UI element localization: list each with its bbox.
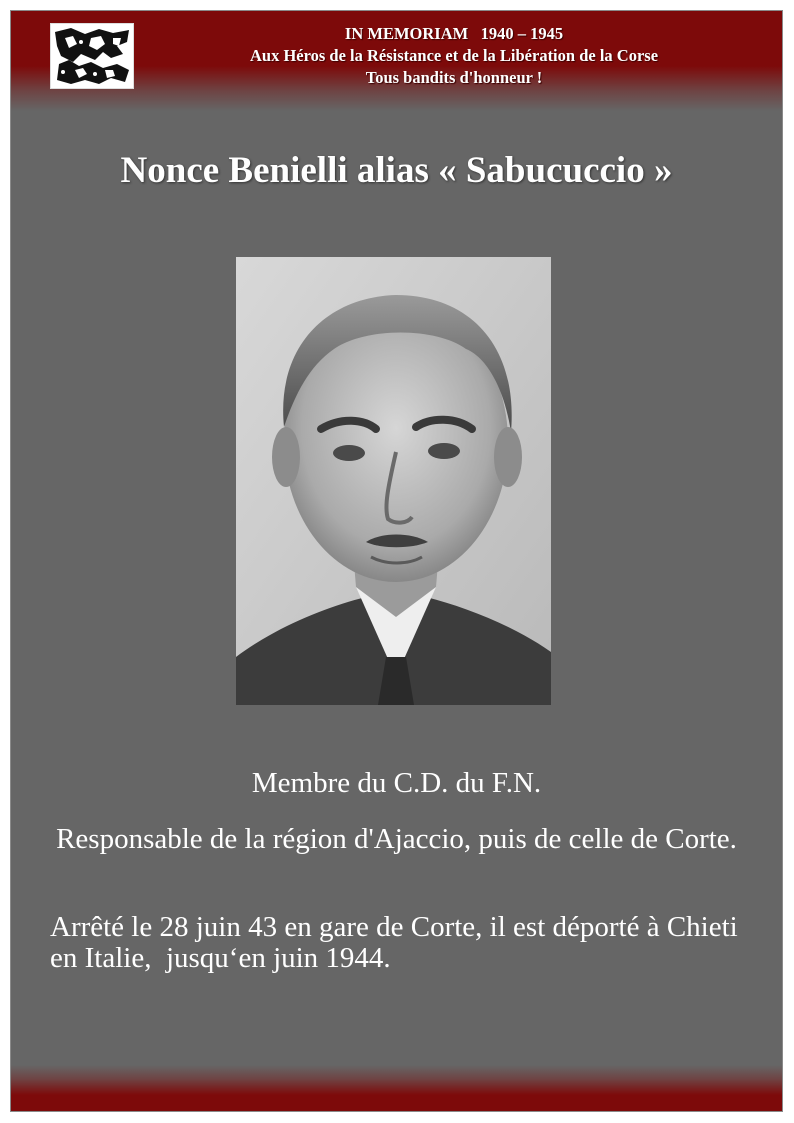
dedication-line: Aux Héros de la Résistance et de la Libération de la Corse [249,46,659,65]
page-title: Nonce Benielli alias « Sabucuccio » [120,150,673,191]
memorial-page [11,11,782,1111]
responsibility-text: Responsable de la région d'Ajaccio, puis de celle de Corte. [56,823,737,855]
header-banner [11,11,782,111]
arrest-text: Arrêté le 28 juin 43 en gare de Corte, il est déporté à Chieti en Italie, jusqu‘en juin 1944. [50,911,745,974]
footer-banner [11,1065,782,1111]
portrait-photo [236,257,551,705]
memoriam-line: IN MEMORIAM 1940 – 1945 [344,24,564,43]
motto-line: Tous bandits d'honneur ! [365,68,543,87]
resistance-logo-icon [50,23,134,89]
role-text: Membre du C.D. du F.N. [251,767,542,799]
header-text [151,23,757,89]
